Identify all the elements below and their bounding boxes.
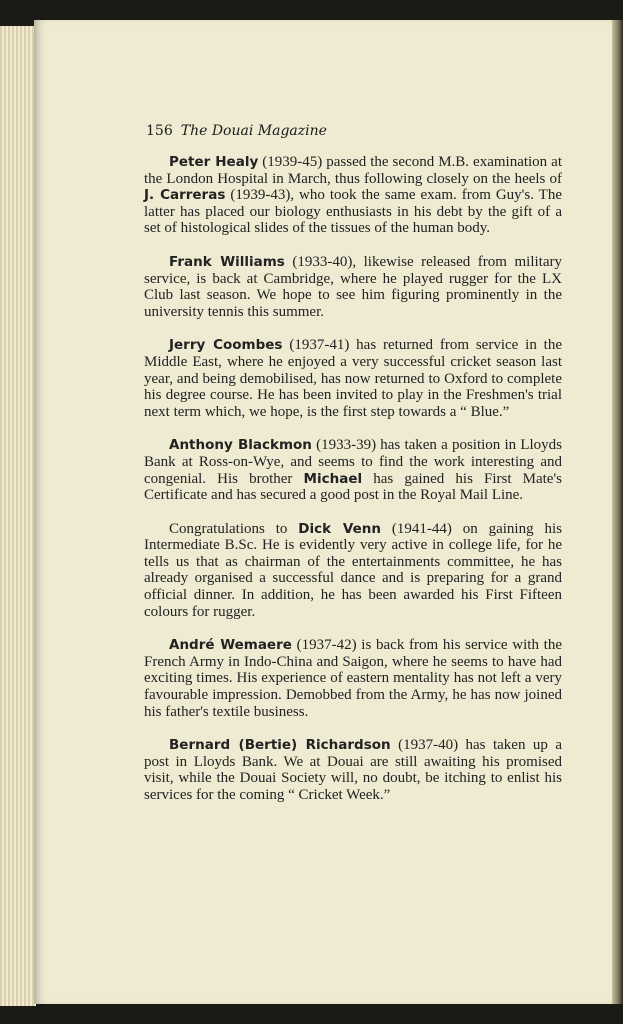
paragraph-text: (1937-41) has returned from service in the Middle East, where he enjoyed a very successful cricket season last year, and being demobilised, has now returned to Oxford to complete his degree course. He has been invited to play in the Freshmen's trial next term which, we hope, is the first step towards a “ Blue.” bbox=[144, 337, 563, 420]
paragraph-text: (1937-40) has taken up a post in Lloyds Bank. We at Douai are still awaiting his promised visit, while the Douai Society will, no doubt, be itching to enlist his services for the coming “ Cricket Week.” bbox=[144, 737, 563, 803]
person-name: Anthony Blackmon bbox=[169, 437, 312, 454]
page-right-edge bbox=[612, 20, 623, 1004]
paragraph-text: (1939-45) passed the second M.B. examination at the London Hospital in March, thus following closely on the heels of bbox=[144, 154, 563, 187]
paragraph-7 bbox=[144, 737, 562, 803]
paragraph-text: (1939-43), who took the same exam. from Guy's. The latter has placed our biology enthusiasts in his debt by the gift of a set of histological slides of the tissues of the human body. bbox=[144, 187, 562, 237]
paragraph-text: (1933-39) has taken a position in Lloyds Bank at Ross-on-Wye, and seems to find the work interesting and congenial. His brother bbox=[144, 437, 563, 487]
paragraph-1 bbox=[144, 154, 562, 237]
person-name: Dick Venn bbox=[298, 520, 381, 537]
paragraph-5 bbox=[144, 521, 562, 621]
running-header bbox=[146, 123, 327, 139]
person-name: Frank Williams bbox=[169, 253, 285, 270]
paragraph-text: (1937-42) is back from his service with the French Army in Indo-China and Saigon, where he seems to have had exciting times. His experience of eastern mentality has not left a very favourable impression. Demobbed from the Army, he has now joined his father's textile business. bbox=[144, 637, 562, 720]
person-name: Bernard (Bertie) Richardson bbox=[169, 737, 391, 754]
page-number: 156 bbox=[146, 123, 173, 139]
paragraph-3 bbox=[144, 337, 562, 420]
magazine-title: The Douai Magazine bbox=[180, 123, 327, 139]
person-name: André Wemaere bbox=[169, 637, 292, 654]
person-name: J. Carreras bbox=[144, 187, 226, 204]
person-name: Michael bbox=[303, 470, 363, 487]
paragraph-text: (1941-44) on gaining his Intermediate B.Sc. He is evidently very active in college life, for he tells us that as chairman of the entertainments committee, he has already organised a successful dance and is preparing for a grand official dinner. In addition, he has been awarded his First Fifteen colours for rugger. bbox=[144, 520, 562, 620]
paragraph-2 bbox=[144, 254, 562, 320]
paragraph-6 bbox=[144, 637, 562, 720]
person-name: Jerry Coombes bbox=[169, 337, 283, 354]
person-name: Peter Healy bbox=[169, 154, 259, 170]
paragraph-text: (1933-40), likewise released from military service, is back at Cambridge, where he played rugger for the LX Club last season. We hope to see him figuring prominently in the university tennis this summer. bbox=[144, 253, 562, 320]
page-stack-edges bbox=[0, 26, 36, 1006]
paragraph-4 bbox=[144, 437, 562, 503]
article-body bbox=[144, 154, 562, 821]
paragraph-text: Congratulations to bbox=[169, 520, 299, 537]
paragraph-text: has gained his First Mate's Certificate and has secured a good post in the Royal Mail Line. bbox=[144, 470, 562, 504]
